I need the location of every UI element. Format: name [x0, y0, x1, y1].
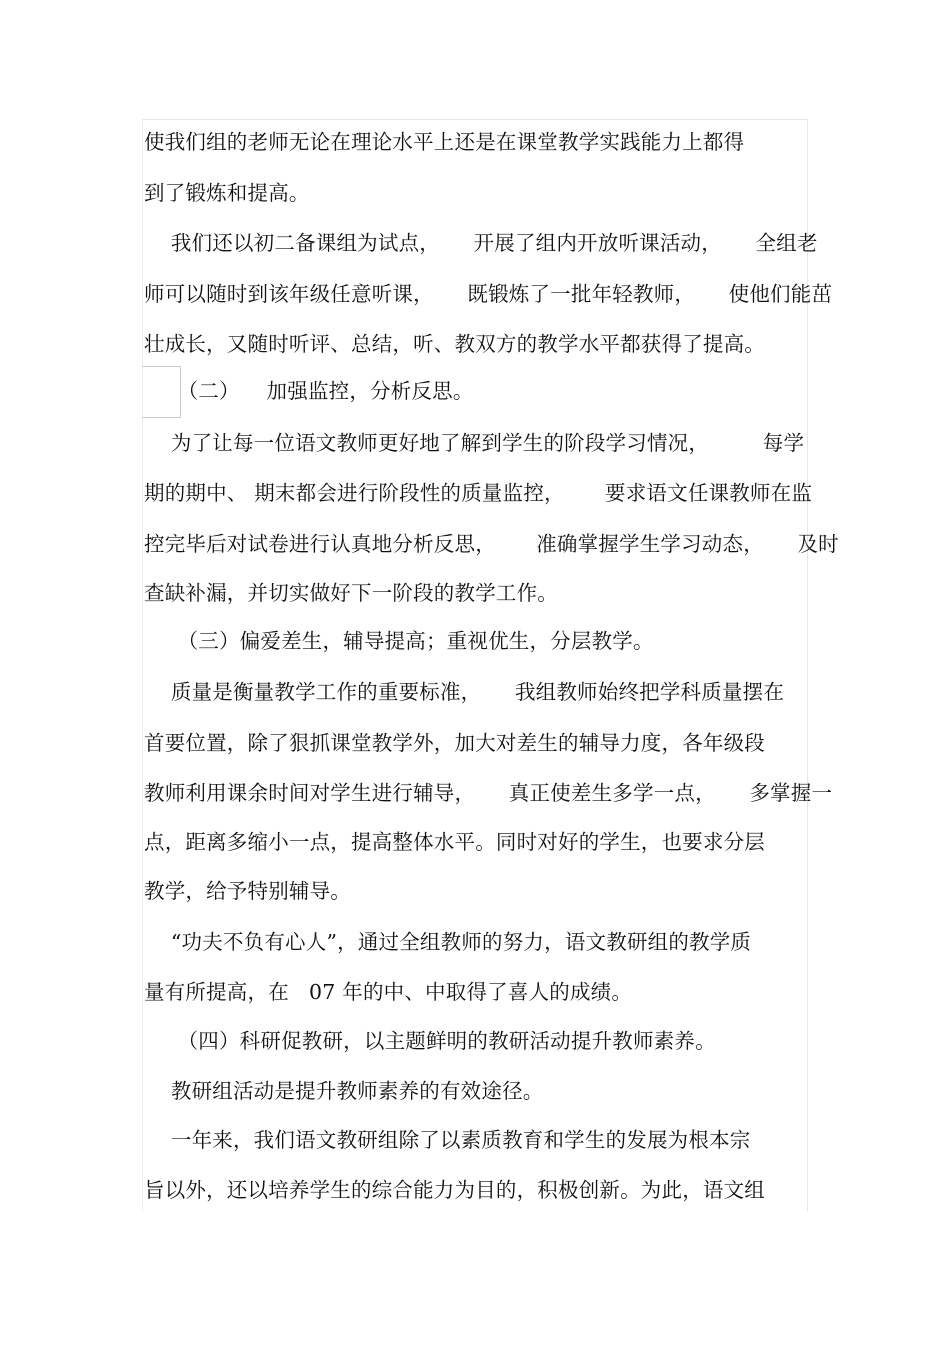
text-line: 教研组活动是提升教师素养的有效途径。 — [144, 1079, 544, 1103]
text-line: 点，距离多缩小一点，提高整体水平。同时对好的学生，也要求分层 — [144, 830, 765, 854]
section-heading: （四）科研促教研，以主题鲜明的教研活动提升教师素养。 — [144, 1029, 716, 1053]
text-line: 旨以外，还以培养学生的综合能力为目的，积极创新。为此，语文组 — [144, 1178, 765, 1202]
text-line: 期的期中、 期末都会进行阶段性的质量监控， 要求语文任课教师在监 — [144, 481, 813, 505]
text-line: 我们还以初二备课组为试点， 开展了组内开放听课活动， 全组老 — [144, 231, 818, 255]
text-line: 查缺补漏，并切实做好下一阶段的教学工作。 — [144, 581, 558, 605]
text-line: 教学，给予特别辅导。 — [144, 879, 351, 903]
text-line: 为了让每一位语文教师更好地了解到学生的阶段学习情况， 每学 — [144, 431, 805, 455]
page-frame-left-border — [142, 119, 143, 1211]
page-frame-top-border — [142, 119, 808, 120]
text-line: 首要位置，除了狠抓课堂教学外，加大对差生的辅导力度，各年级段 — [144, 731, 765, 755]
text-line: 量有所提高，在 07 年的中、中取得了喜人的成绩。 — [144, 980, 633, 1004]
text-line: 教师利用课余时间对学生进行辅导， 真正使差生多学一点， 多掌握一 — [144, 781, 833, 805]
text-line: 控完毕后对试卷进行认真地分析反思， 准确掌握学生学习动态， 及时 — [144, 532, 839, 556]
text-line: 质量是衡量教学工作的重要标准， 我组教师始终把学科质量摆在 — [144, 680, 785, 704]
text-line: 壮成长，又随时听评、总结，听、教双方的教学水平都获得了提高。 — [144, 332, 765, 356]
text-line: 师可以随时到该年级任意听课， 既锻炼了一批年轻教师， 使他们能茁 — [144, 282, 833, 306]
text-line: 使我们组的老师无论在理论水平上还是在课堂教学实践能力上都得 — [144, 130, 745, 154]
section-heading: （二） 加强监控，分析反思。 — [144, 379, 474, 403]
text-line: 一年来，我们语文教研组除了以素质教育和学生的发展为根本宗 — [144, 1128, 751, 1152]
section-heading: （三）偏爱差生，辅导提高；重视优生，分层教学。 — [144, 629, 654, 653]
text-line: “功夫不负有心人”，通过全组教师的努力，语文教研组的教学质 — [144, 930, 752, 954]
text-line: 到了锻炼和提高。 — [144, 181, 310, 205]
